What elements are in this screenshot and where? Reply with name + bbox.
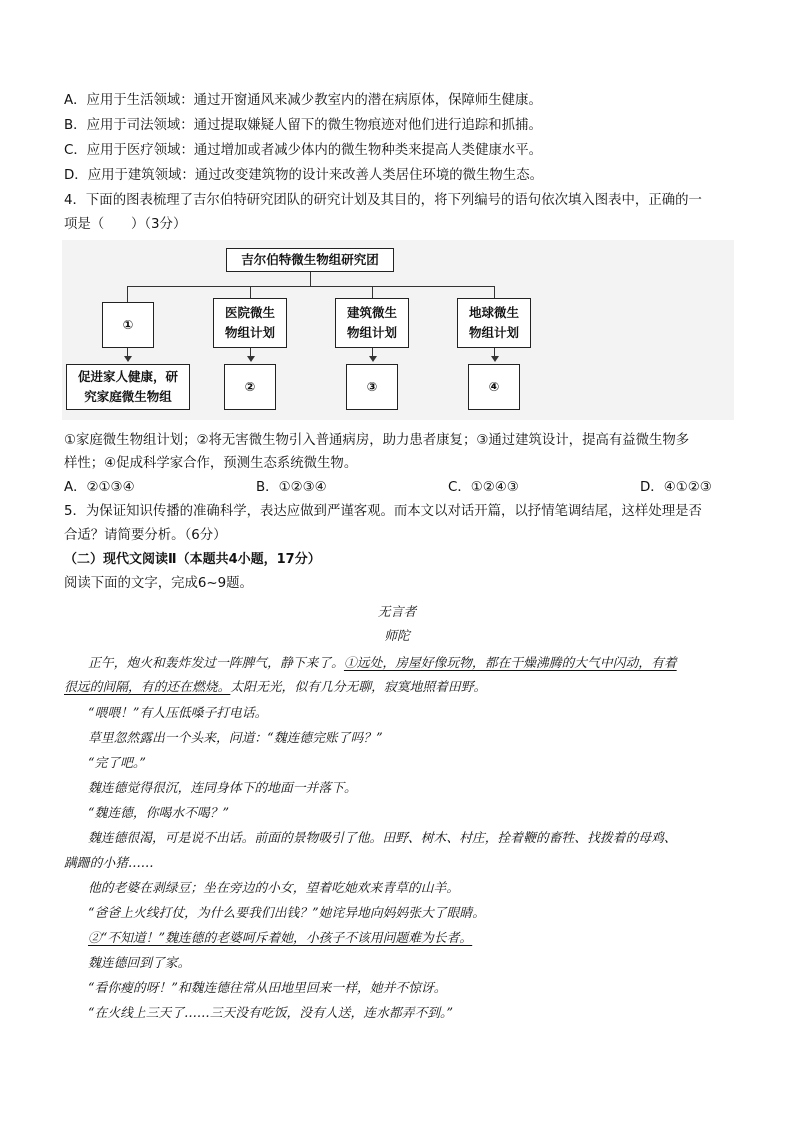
essay-p1-line2 <box>64 679 486 697</box>
essay-p3: 草里忽然露出一个头来，问道：“魏连德完账了吗？” <box>88 731 383 746</box>
underlined-sentence-1-cont: 很远的间隔，有的还在燃烧。 <box>64 680 231 695</box>
essay-p7-line1: 魏连德很渴，可是说不出话。前面的景物吸引了他。田野、树木、村庄，拴着鞭的畜牲、找拨着的母鸡、 <box>88 831 677 846</box>
research-plan-diagram <box>62 240 734 420</box>
underlined-sentence-2: ②“不知道！”魏连德的老婆呵斥着她，小孩子不该用问题难为长者。 <box>88 931 473 946</box>
q4-stem-line1: 4．下面的图表梳理了吉尔伯特研究团队的研究计划及其目的，将下列编号的语句依次填入图表中，正确的一 <box>64 193 702 208</box>
hospital-plan-line1: 医院微生 <box>224 305 275 320</box>
essay-p13: “在火线上三天了……三天没有吃饭，没有人送，连水都弄不到。” <box>88 1006 453 1021</box>
essay-p2: “喂喂！”有人压低嗓子打电话。 <box>88 706 268 721</box>
col1-bottom-line1: 促进家人健康，研 <box>77 369 178 384</box>
q4-option-c: C．①②④③ <box>448 480 519 495</box>
q4-statements-line1: ①家庭微生物组计划；②将无害微生物引入普通病房，助力患者康复；③通过建筑设计，提高有益微生物多 <box>64 433 690 448</box>
q4-stem-line2: 项是（ ）（3分） <box>64 217 187 232</box>
building-plan-line1: 建筑微生 <box>346 305 397 320</box>
p1-plain-2: 太阳无光，似有几分无聊，寂寞地照着田野。 <box>230 680 487 695</box>
earth-plan-line2: 物组计划 <box>468 325 519 340</box>
diagram-col1-top-box <box>102 302 154 348</box>
essay-p4: “完了吧。” <box>88 756 146 771</box>
essay-p5: 魏连德觉得很沉，连同身体下的地面一并落下。 <box>88 781 357 796</box>
q3-option-c: C．应用于医疗领域：通过增加或者减少体内的微生物种类来提高人类健康水平。 <box>64 143 543 158</box>
q5-stem-line2: 合适？请简要分析。（6分） <box>64 528 227 543</box>
section-instruction: 阅读下面的文字，完成6~9题。 <box>64 576 253 591</box>
essay-p12: “看你瘦的呀！”和魏连德往常从田地里回来一样，她并不惊讶。 <box>88 981 447 996</box>
section-heading: （二）现代文阅读Ⅱ（本题共4小题，17分） <box>64 552 321 567</box>
essay-p7-line2: 蹒跚的小猪…… <box>64 856 154 871</box>
q4-option-d: D．④①②③ <box>640 480 712 495</box>
underlined-sentence-1: ①远处，房屋好像玩物，都在干燥沸腾的大气中闪动，有着 <box>343 656 677 671</box>
p1-plain: 正午，炮火和轰炸发过一阵脾气，静下来了。 <box>88 656 344 671</box>
diagram-root-box <box>226 248 394 272</box>
essay-p1-line1 <box>88 655 677 673</box>
q3-option-d: D．应用于建筑领域：通过改变建筑物的设计来改善人类居住环境的微生物生态。 <box>64 168 543 183</box>
q3-option-a: A．应用于生活领域：通过开窗通风来减少教室内的潜在病原体，保障师生健康。 <box>64 93 542 108</box>
essay-p9: “爸爸上火线打仗，为什么要我们出钱？”她诧异地向妈妈张大了眼睛。 <box>88 906 485 921</box>
col1-bottom-line2: 究家庭微生物组 <box>84 389 172 404</box>
diagram-hospital-plan-box <box>213 298 287 348</box>
diagram-root-label: 吉尔伯特微生物组研究团 <box>241 252 379 267</box>
blank-1-label: ① <box>122 317 134 332</box>
essay-p6: “魏连德，你喝水不喝？” <box>88 806 230 821</box>
q4-option-b: B．①②③④ <box>256 480 327 495</box>
diagram-col2-bottom-box <box>224 364 276 410</box>
earth-plan-line1: 地球微生 <box>468 305 519 320</box>
diagram-building-plan-box <box>335 298 409 348</box>
essay-author: 师陀 <box>384 629 410 644</box>
q3-option-b: B．应用于司法领域：通过提取嫌疑人留下的微生物痕迹对他们进行追踪和抓捕。 <box>64 118 542 133</box>
blank-3-label: ③ <box>366 379 378 394</box>
diagram-col4-bottom-box <box>468 364 520 410</box>
diagram-earth-plan-box <box>457 298 531 348</box>
q5-stem-line1: 5．为保证知识传播的准确科学，表达应做到严谨客观。而本文以对话开篇，以抒情笔调结尾，这样处理是否 <box>64 504 702 519</box>
essay-p8: 他的老婆在剥绿豆；坐在旁边的小女，望着吃她欢来青草的山羊。 <box>88 881 460 896</box>
essay-p11: 魏连德回到了家。 <box>88 956 191 971</box>
diagram-col3-bottom-box <box>346 364 398 410</box>
blank-2-label: ② <box>244 379 256 394</box>
essay-title: 无言者 <box>377 605 417 620</box>
building-plan-line2: 物组计划 <box>346 325 397 340</box>
q4-statements-line2: 样性；④促成科学家合作，预测生态系统微生物。 <box>64 456 358 471</box>
blank-4-label: ④ <box>488 379 500 394</box>
hospital-plan-line2: 物组计划 <box>224 325 275 340</box>
diagram-col1-bottom-box <box>66 364 190 410</box>
q4-option-a: A．②①③④ <box>64 480 135 495</box>
